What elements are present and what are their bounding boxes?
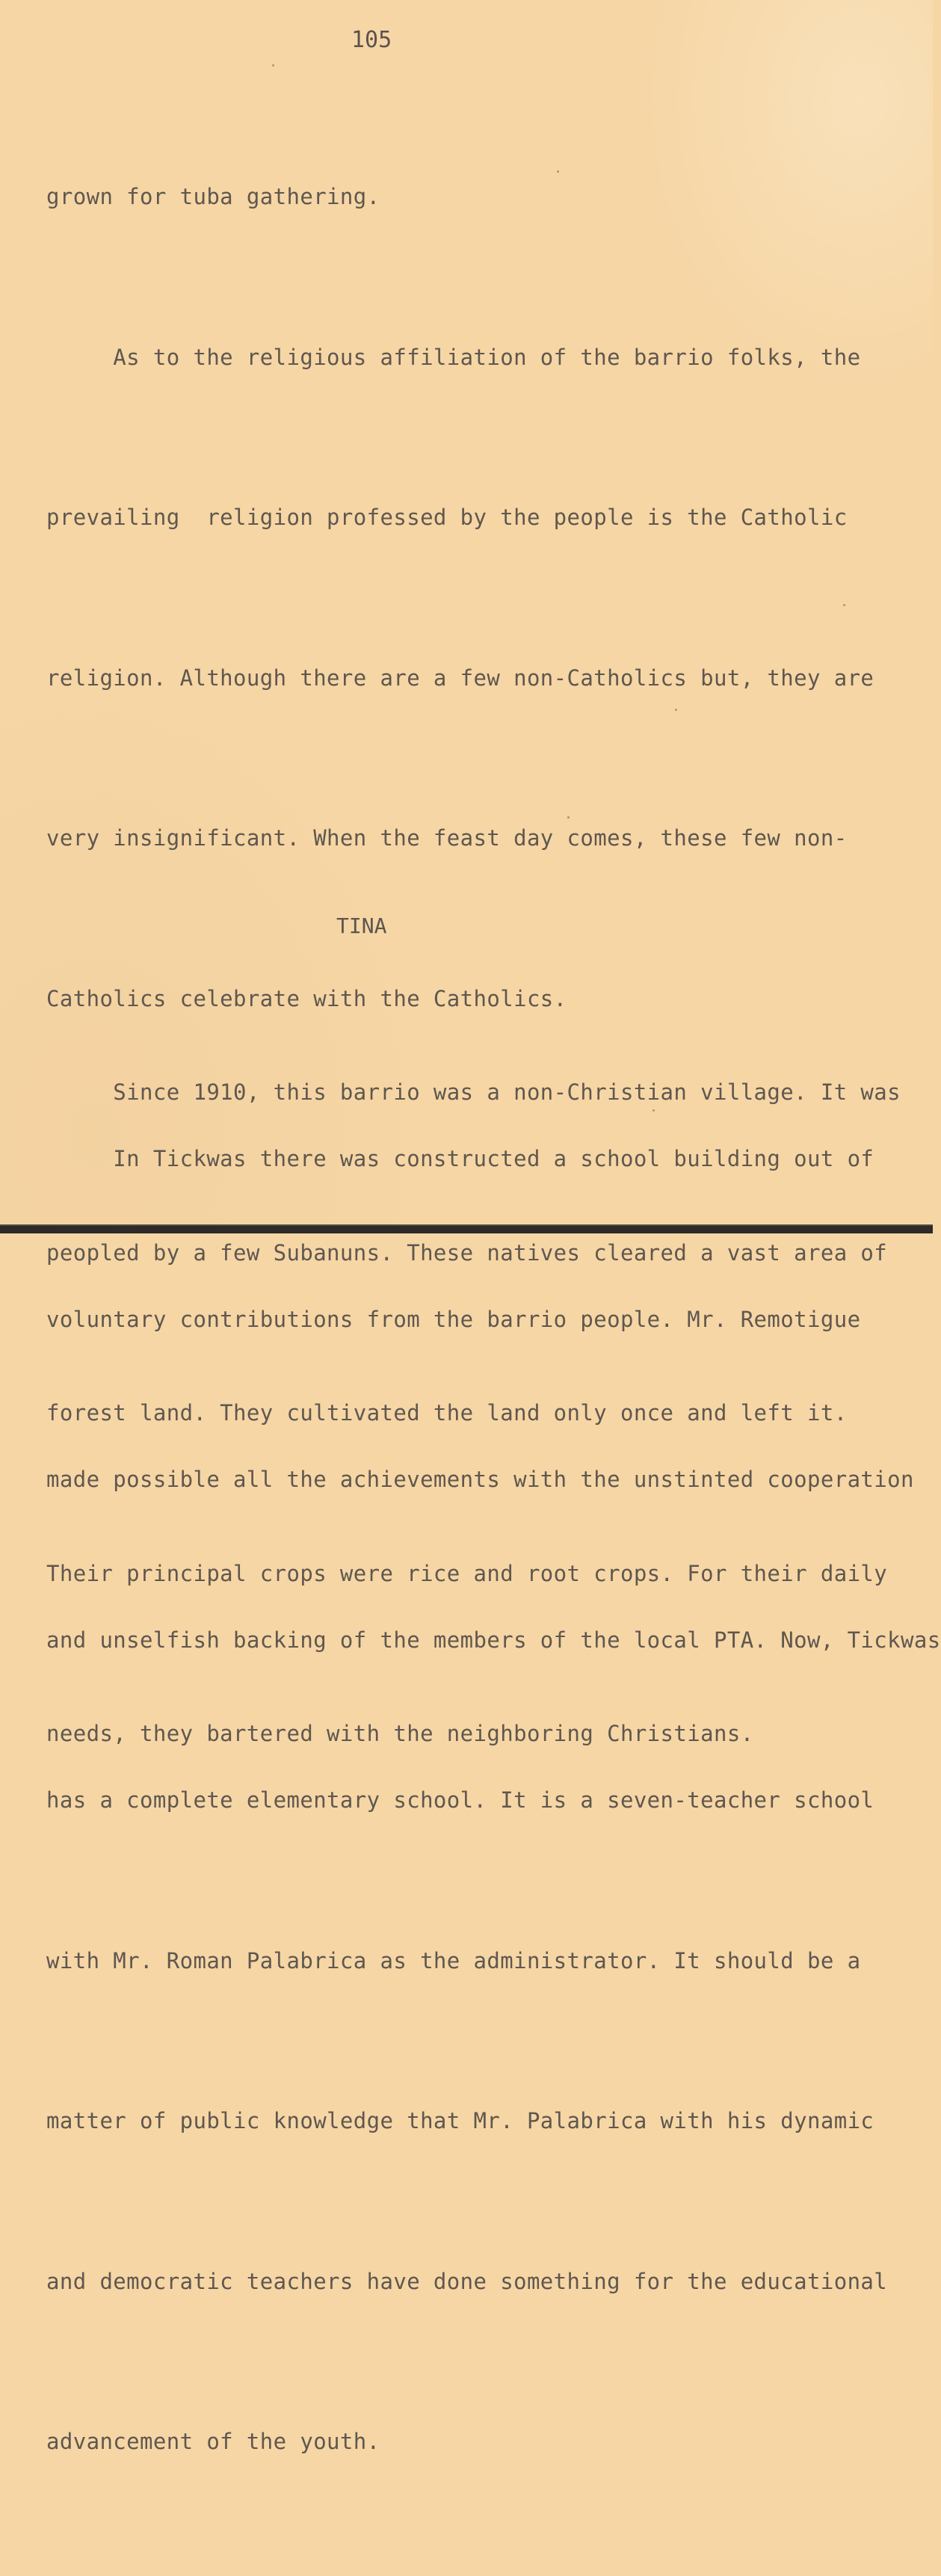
text-line: prevailing religion professed by the people is the Catholic [46, 505, 848, 530]
paper-speck [272, 64, 274, 67]
text-line: has a complete elementary school. It is a seven-teacher school [46, 1787, 874, 1813]
paper-speck [652, 1109, 655, 1112]
paper-speck [567, 816, 570, 819]
text-line: religion. Although there are a few non-Catholics but, they are [46, 665, 874, 691]
text-line: needs, they bartered with the neighboring Christians. [46, 1721, 754, 1746]
text-line: Their principal crops were rice and root crops. For their daily [46, 1560, 888, 1586]
page-number: 105 [351, 27, 392, 53]
paper-speck [843, 604, 845, 606]
text-line: As to the religious affiliation of the barrio folks, the [46, 344, 861, 370]
text-line: Since 1910, this barrio was a non-Christian village. It was [46, 1079, 901, 1105]
paper-speck [557, 170, 559, 173]
text-line: In Tickwas there was constructed a school building out of [46, 1146, 874, 1171]
text-line: made possible all the achievements with the unstinted cooperation [46, 1467, 914, 1492]
text-line: forest land. They cultivated the land only once and left it. [46, 1400, 848, 1426]
scan-bottom-strip [0, 1224, 933, 1233]
section-heading: TINA [336, 913, 387, 938]
text-line: with Mr. Roman Palabrica as the administrator. It should be a [46, 1947, 861, 1973]
text-line: advancement of the youth. [46, 2429, 380, 2454]
text-line: matter of public knowledge that Mr. Palabrica with his dynamic [46, 2108, 874, 2133]
text-line: very insignificant. When the feast day comes, these few non- [46, 825, 848, 851]
text-line: and unselfish backing of the members of the local PTA. Now, Tickwas [46, 1627, 941, 1653]
section-text [46, 959, 941, 1868]
text-line: voluntary contributions from the barrio people. Mr. Remotigue [46, 1306, 861, 1332]
text-line: Catholics celebrate with the Catholics. [46, 985, 567, 1011]
text-line: grown for tuba gathering. [46, 184, 380, 209]
text-line: and democratic teachers have done something for the educational [46, 2268, 888, 2294]
text-line: peopled by a few Subanuns. These natives cleared a vast area of [46, 1239, 888, 1266]
paper-speck [675, 709, 677, 711]
